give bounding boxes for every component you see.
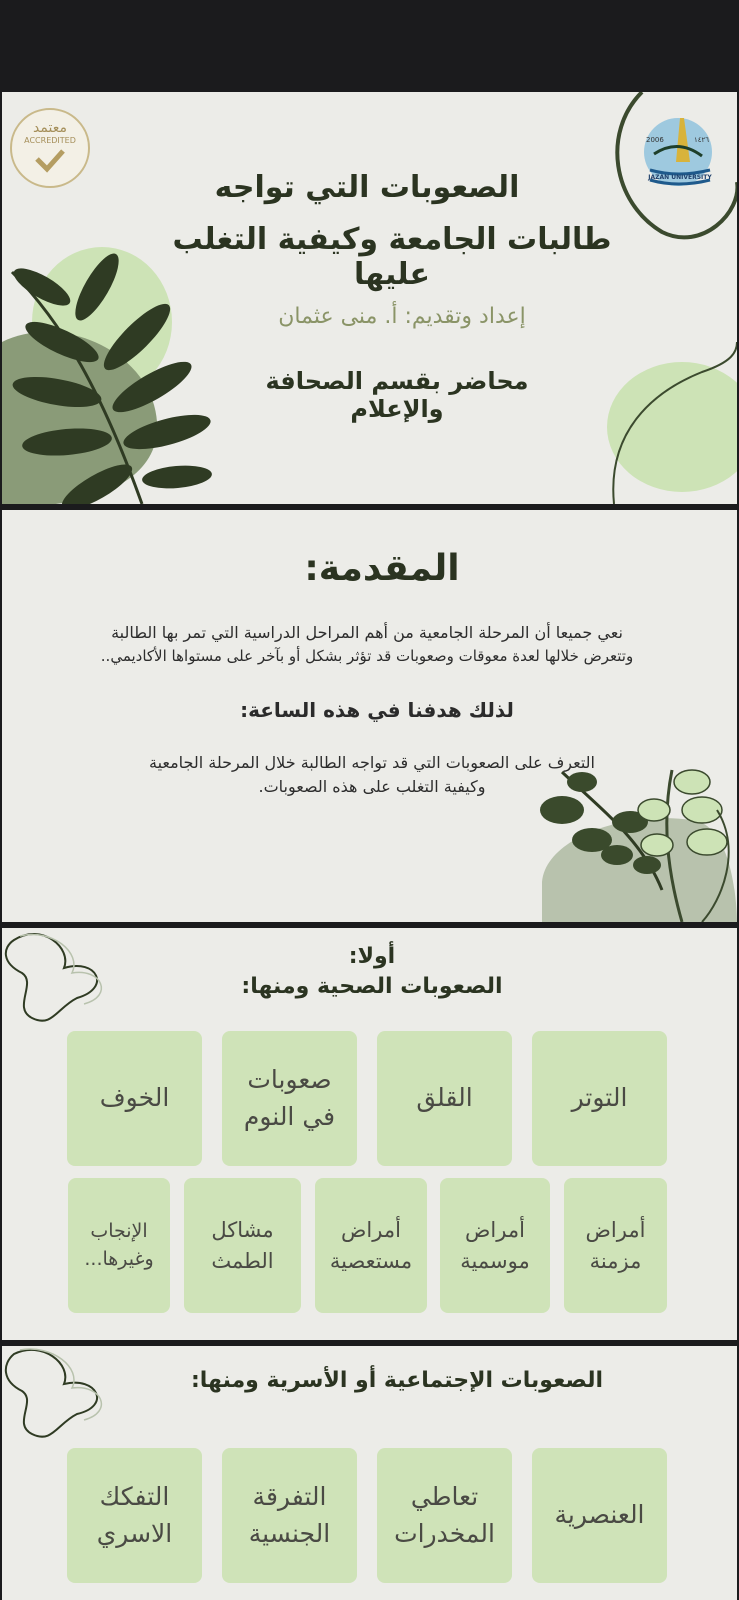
presenter-text: إعداد وتقديم: أ. منى عثمان <box>278 304 526 329</box>
card-menstrual-problems[interactable]: مشاكل الطمث <box>184 1178 301 1313</box>
card-stress[interactable]: التوتر <box>532 1031 667 1166</box>
accredited-seal-icon: معتمد ACCREDITED <box>10 108 90 188</box>
blob-outline-decoration-icon <box>2 928 202 1038</box>
section-first-label: أولا: <box>348 944 396 969</box>
card-sleep-difficulties[interactable]: صعوبات في النوم <box>222 1031 357 1166</box>
card-incurable-diseases[interactable]: أمراض مستعصية <box>315 1178 427 1313</box>
goal-line-1: التعرف على الصعوبات التي قد تواجه الطالبة خلال المرحلة الجامعية <box>148 753 595 772</box>
title-line-2: طالبات الجامعة وكيفية التغلب عليها <box>172 222 612 292</box>
card-gender-discrimination[interactable]: التفرقة الجنسية <box>222 1448 357 1583</box>
blob-outline-decoration-icon <box>2 1346 202 1456</box>
card-anxiety[interactable]: القلق <box>377 1031 512 1166</box>
card-family-breakdown[interactable]: التفكك الاسري <box>67 1448 202 1583</box>
intro-line-1: نعي جميعا أن المرحلة الجامعية من أهم المراحل الدراسية التي تمر بها الطالبة <box>111 623 623 642</box>
title-line-1: الصعوبات التي تواجه <box>214 170 520 205</box>
lecturer-text: محاضر بقسم الصحافة والإعلام <box>265 367 529 423</box>
intro-heading: المقدمة: <box>304 548 460 589</box>
card-seasonal-diseases[interactable]: أمراض موسمية <box>440 1178 550 1313</box>
top-status-bar <box>0 0 739 92</box>
card-racism[interactable]: العنصرية <box>532 1448 667 1583</box>
card-fertility-others[interactable]: الإنجاب وغيرها... <box>68 1178 170 1313</box>
slide-title[interactable] <box>2 92 737 504</box>
health-heading: الصعوبات الصحية ومنها: <box>241 974 503 999</box>
intro-line-2: وتتعرض خلالها لعدة معوقات وصعوبات قد تؤثر بشكل أو بآخر على مستواها الأكاديمي.. <box>100 647 634 665</box>
slide-health-difficulties[interactable] <box>2 928 737 1340</box>
card-fear[interactable]: الخوف <box>67 1031 202 1166</box>
slide-introduction[interactable] <box>2 510 737 922</box>
university-logo-icon <box>640 114 720 194</box>
slide-social-difficulties[interactable] <box>2 1346 737 1600</box>
jazan-university-logo: 2006 ١٤٢٦ JAZAN UNIVERSITY <box>640 114 720 194</box>
card-drug-abuse[interactable]: تعاطي المخدرات <box>377 1448 512 1583</box>
card-chronic-diseases[interactable]: أمراض مزمنة <box>564 1178 667 1313</box>
goal-line-2: وكيفية التغلب على هذه الصعوبات. <box>258 777 486 796</box>
goal-heading: لذلك هدفنا في هذه الساعة: <box>240 698 514 722</box>
social-heading: الصعوبات الإجتماعية أو الأسرية ومنها: <box>191 1368 603 1393</box>
leaf-decoration-icon <box>2 92 737 504</box>
